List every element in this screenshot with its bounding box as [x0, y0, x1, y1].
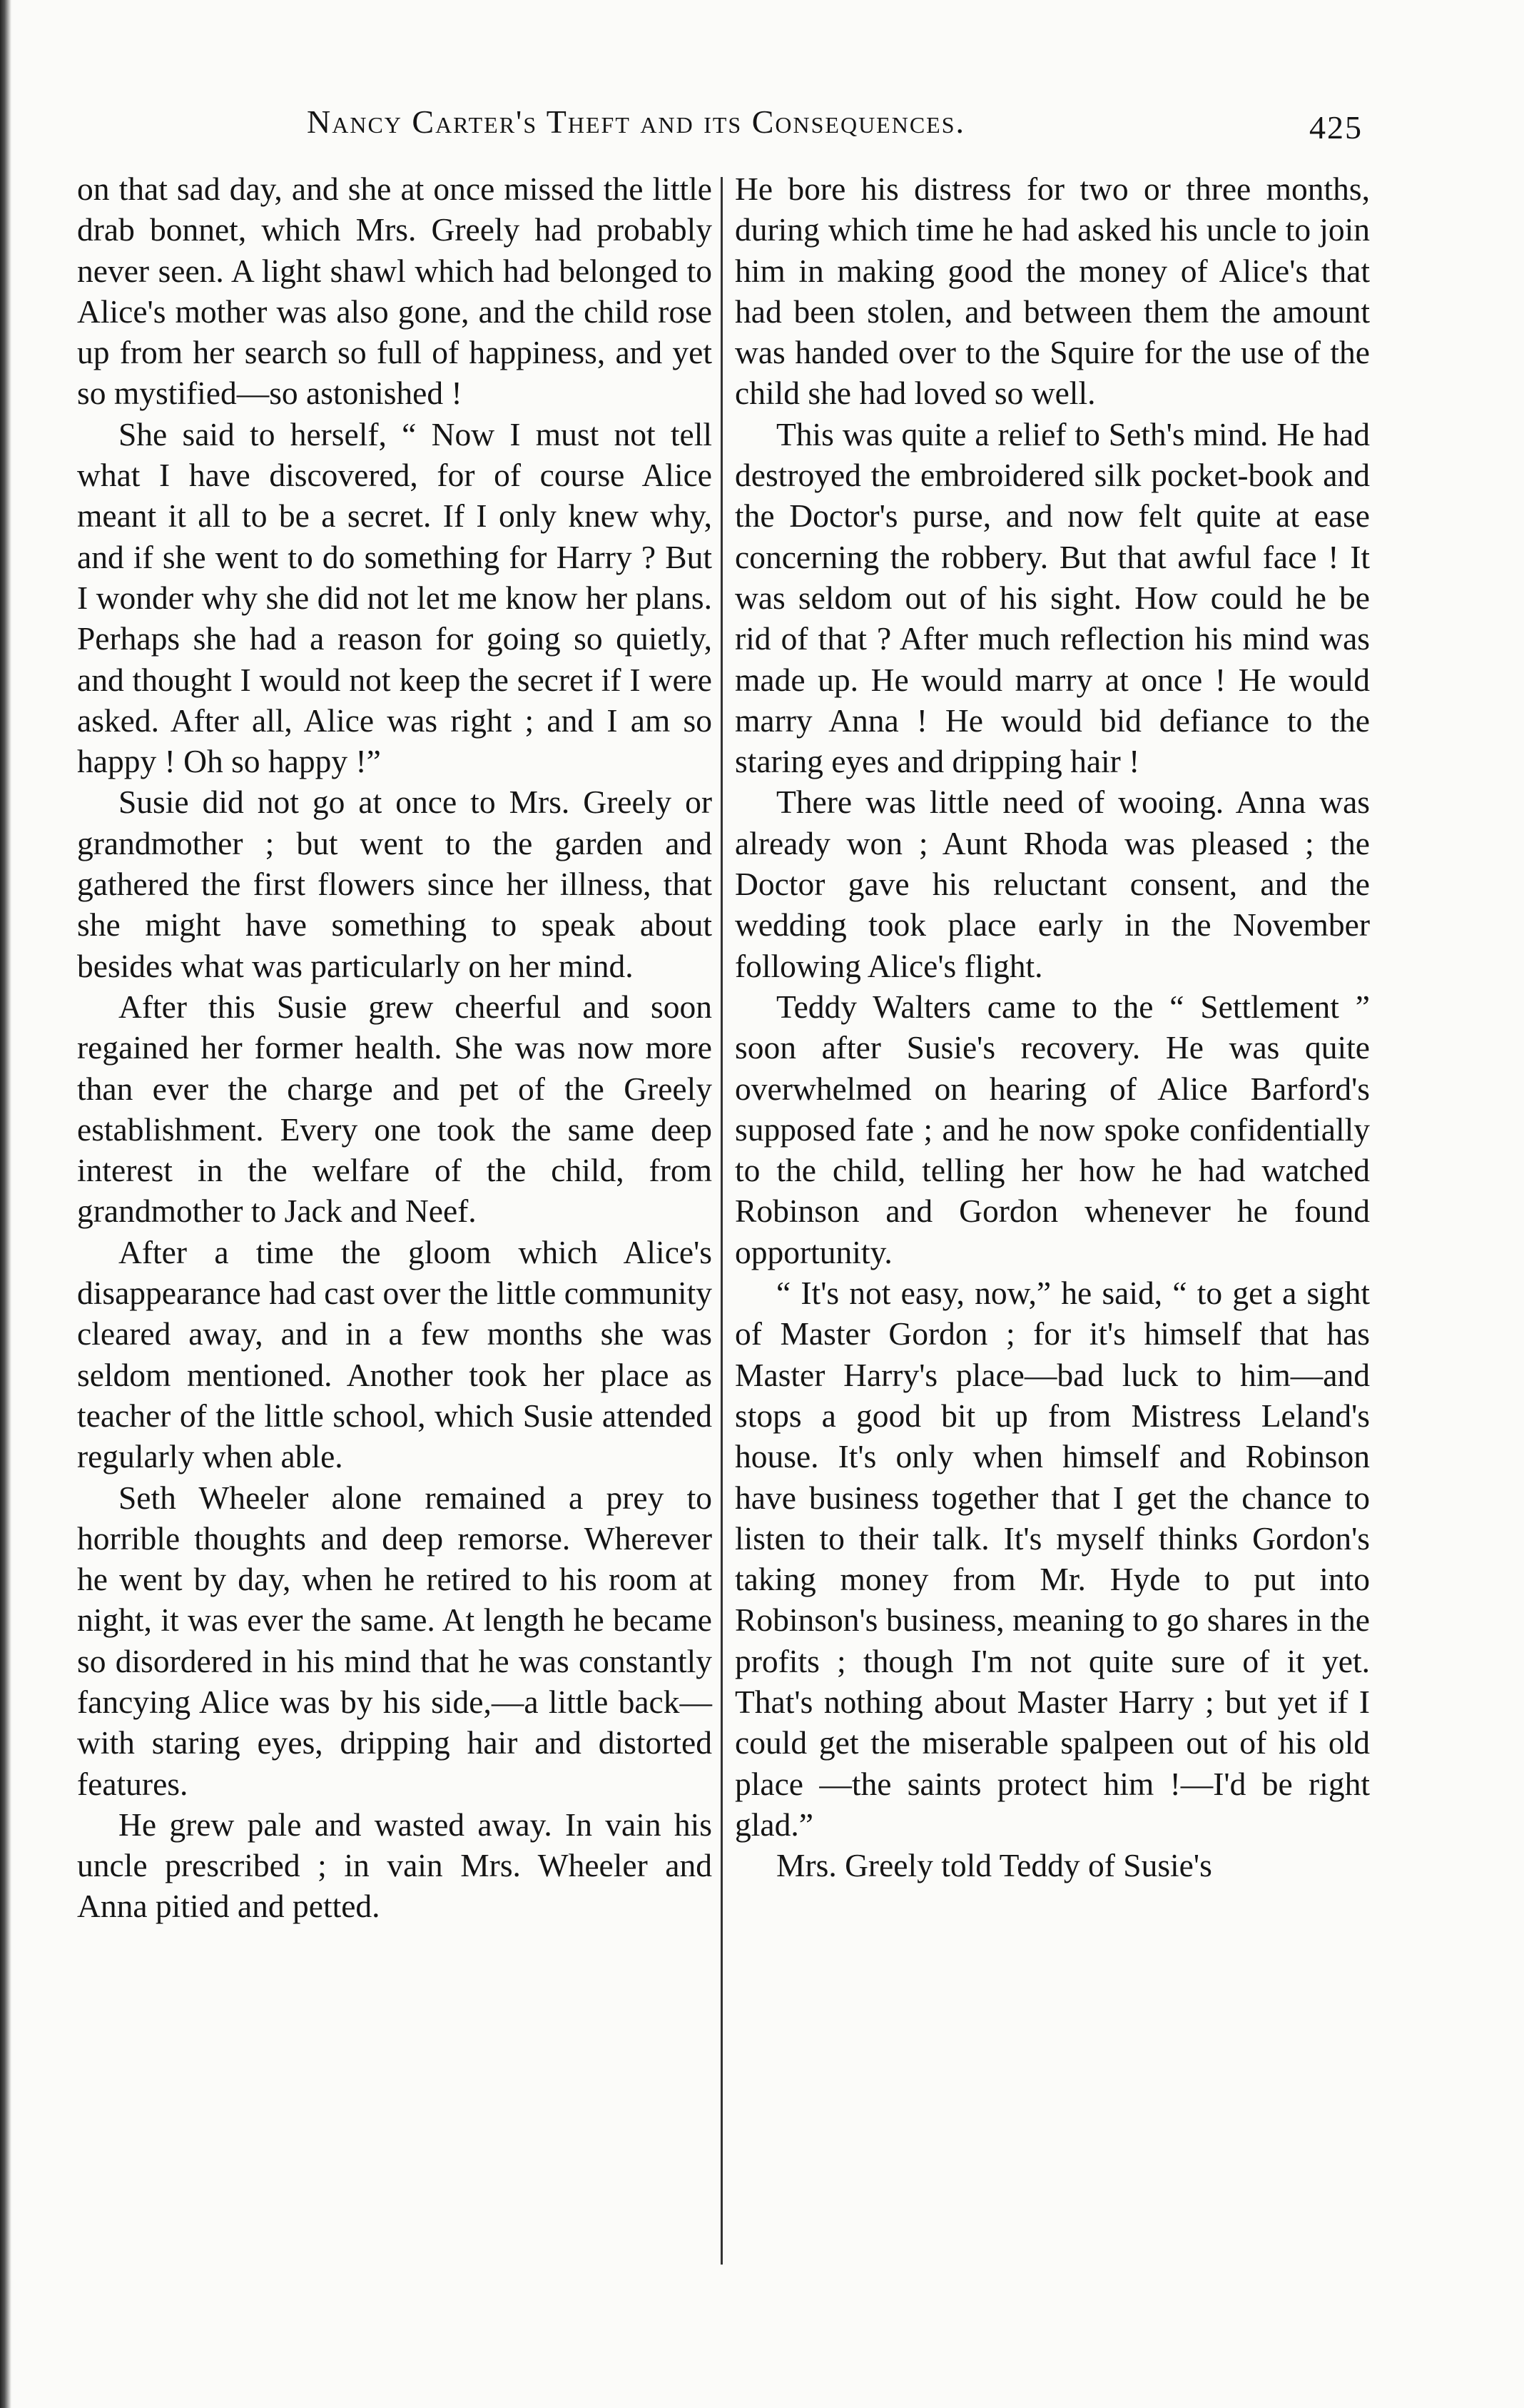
paragraph: Teddy Walters came to the “ Settlement ” soon after Susie's recovery. He was quite overwhelmed on hearing of Alice Barford's supposed fate ; and he now spoke confidentially to the child, telling her how he had watched Robinson and Gordon whenever he found opportunity. [735, 988, 1370, 1270]
paragraph: Seth Wheeler alone remained a prey to horrible thoughts and deep remorse. Wherever he went by day, when he retired to his room at night, it was ever the same. At length he became so disordered in his mind that he was constantly fancying Alice was by his side,—a little back—with staring eyes, dripping hair and distorted features. [77, 1479, 712, 1802]
paragraph: on that sad day, and she at once missed the little drab bonnet, which Mrs. Greely had probably never seen. A light shawl which had belonged to Alice's mother was also gone, and the child rose up from her search so full of happiness, and yet so mystified—so astonished ! [77, 171, 712, 412]
page-number: 425 [1309, 109, 1363, 146]
paragraph: After a time the gloom which Alice's disappearance had cast over the little community cleared away, and in a few months she was seldom mentioned. Another took her place as teacher of the little school, which Susie attended regularly when able. [77, 1233, 712, 1475]
right-column [735, 168, 1370, 1886]
paragraph: He grew pale and wasted away. In vain his uncle prescribed ; in vain Mrs. Wheeler and Anna pitied and petted. [77, 1806, 712, 1925]
paragraph: “ It's not easy, now,” he said, “ to get a sight of Master Gordon ; for it's himself that has Master Harry's place—bad luck to him—and stops a good bit up from Mistress Leland's house. It's only when himself and Robinson have business together that I get the chance to listen to their talk. It's myself thinks Gordon's taking money from Mr. Hyde to put into Robinson's business, meaning to go shares in the profits ; though I'm not quite sure of it yet. That's nothing about Master Harry ; but yet if I could get the miserable spalpeen out of his old place —the saints protect him !—I'd be right glad.” [735, 1275, 1370, 1843]
paragraph: Mrs. Greely told Teddy of Susie's [776, 1847, 1212, 1884]
left-column [77, 168, 712, 1927]
paragraph: After this Susie grew cheerful and soon regained her former health. She was now more than ever the charge and pet of the Greely establishment. Every one took the same deep interest in the welfare of the child, from grandmother to Jack and Neef. [77, 988, 712, 1230]
page-header [307, 93, 1377, 150]
paragraph: This was quite a relief to Seth's mind. He had destroyed the embroidered silk pocket-book and the Doctor's purse, and now felt quite at ease concerning the robbery. But that awful face ! It was seldom out of his sight. How could he be rid of that ? After much reflection his mind was made up. He would marry at once ! He would marry Anna ! He would bid defiance to the staring eyes and dripping hair ! [735, 415, 1370, 780]
paragraph: She said to herself, “ Now I must not tell what I have discovered, for of course Alice meant it all to be a secret. If I only knew why, and if she went to do something for Harry ? But I wonder why she did not let me know her plans. Perhaps she had a reason for going so quietly, and thought I would not keep the secret if I were asked. After all, Alice was right ; and I am so happy ! Oh so happy !” [77, 415, 712, 780]
paragraph: Susie did not go at once to Mrs. Greely or grandmother ; but went to the garden and gathered the first flowers since her illness, that she might have something to speak about besides what was particularly on her mind. [77, 784, 712, 984]
paragraph: There was little need of wooing. Anna was already won ; Aunt Rhoda was pleased ; the Doctor gave his reluctant consent, and the wedding took place early in the November following Alice's flight. [735, 784, 1370, 984]
paragraph: He bore his distress for two or three months, during which time he had asked his uncle to join him in making good the money of Alice's that had been stolen, and between them the amount was handed over to the Squire for the use of the child she had loved so well. [735, 171, 1370, 412]
running-title: Nancy Carter's Theft and its Consequences. [307, 103, 966, 140]
page-edge-shadow [0, 0, 11, 2408]
column-divider [721, 177, 723, 2265]
